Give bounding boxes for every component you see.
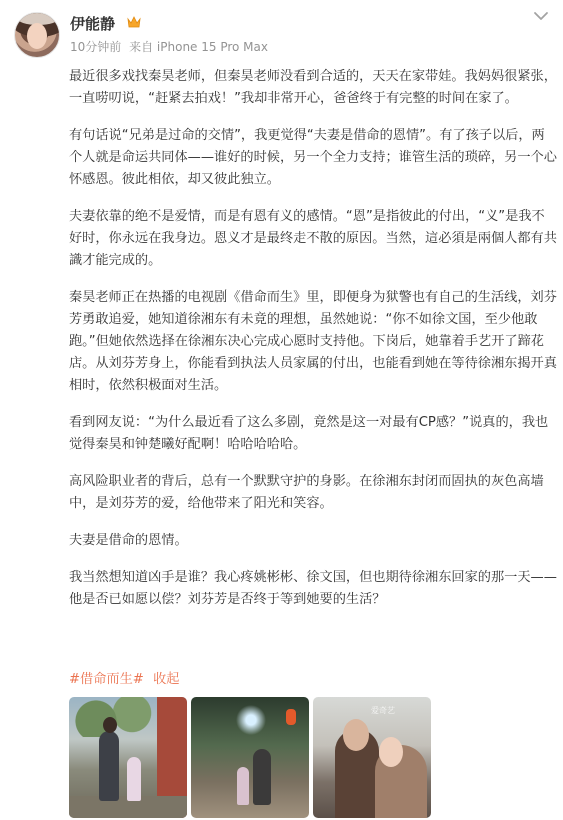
post-paragraph: 高风险职业者的背后，总有一个默默守护的身影。在徐湘东封闭而固执的灰色高墙中，是刘芬芳的爱，给他带来了阳光和笑容。 [69, 474, 544, 511]
photo-watermark: 爱奇艺 [371, 706, 395, 715]
collapse-link[interactable]: 收起 [153, 672, 180, 687]
author-name[interactable]: 伊能静 [70, 15, 116, 33]
photo-thumbnail[interactable] [191, 697, 309, 818]
avatar-face [27, 23, 47, 49]
post-paragraph: 最近很多戏找秦昊老师，但秦昊老师没看到合适的，天天在家带娃。我妈妈很紧张，一直唠叨说，“赶紧去拍戏！”我却非常开心，爸爸终于有完整的时间在家了。 [69, 69, 557, 106]
hashtag-link[interactable]: #借命而生# [69, 672, 144, 687]
photo-lantern [286, 709, 296, 725]
post-meta [70, 38, 268, 55]
post-paragraph: 夫妻是借命的恩情。 [69, 533, 188, 548]
photo-grid [69, 697, 559, 820]
post-time[interactable]: 10分钟前 [70, 40, 122, 54]
photo-thumbnail[interactable] [69, 697, 187, 818]
post-header [0, 0, 563, 62]
post-paragraph: 秦昊老师正在热播的电视剧《借命而生》里，即便身为狱警也有自己的生活线，刘芬芳勇敢追爱，她知道徐湘东有未竟的理想，虽然她说：“你不如徐文国，至少他敢跑。”但她依然选择在徐湘东决心完成心愿时支持他。下岗后，她靠着手艺开了蹄花店。从刘芬芳身上，你能看到执法人员家属的付出，也能看到她在等待徐湘东揭开真相时，依然积极面对生活。 [69, 290, 557, 393]
chevron-down-icon[interactable] [533, 10, 549, 22]
post-paragraph: 看到网友说：“为什么最近看了这么多剧，竟然是这一对最有CP感？”说真的，我也觉得秦昊和钟楚曦好配啊！哈哈哈哈哈。 [69, 415, 549, 452]
photo-light [231, 705, 271, 735]
photo-figure-face [343, 719, 369, 751]
vip-crown-icon [127, 16, 141, 28]
post-body [69, 66, 557, 626]
post-source: 来自 iPhone 15 Pro Max [129, 40, 268, 54]
photo-thumbnail[interactable] [313, 697, 431, 818]
post-paragraph: 夫妻依靠的绝不是爱情，而是有恩有义的感情。“恩”是指彼此的付出，“义”是我不好时，你永远在我身边。恩义才是最终走不散的原因。当然，這必須是兩個人都有共識才能完成的。 [69, 209, 557, 268]
photo-figure [99, 731, 119, 801]
photo-figure [253, 749, 271, 805]
photo-child [237, 767, 249, 805]
photo-figure-face [379, 737, 403, 767]
post-paragraph: 我当然想知道凶手是谁？我心疼姚彬彬、徐文国，但也期待徐湘东回家的那一天——他是否已如愿以偿？刘芬芳是否终于等到她要的生活？ [69, 570, 557, 607]
photo-figure-head [103, 717, 117, 733]
post-tags [69, 668, 179, 687]
post-paragraph: 有句话说“兄弟是过命的交情”，我更觉得“夫妻是借命的恩情”。有了孩子以后，两个人就是命运共同体——谁好的时候，另一个全力支持；谁管生活的琐碎，另一个心怀感恩。彼此相依，却又彼此独立。 [69, 128, 557, 187]
avatar[interactable] [14, 12, 60, 58]
photo-child [127, 757, 141, 801]
